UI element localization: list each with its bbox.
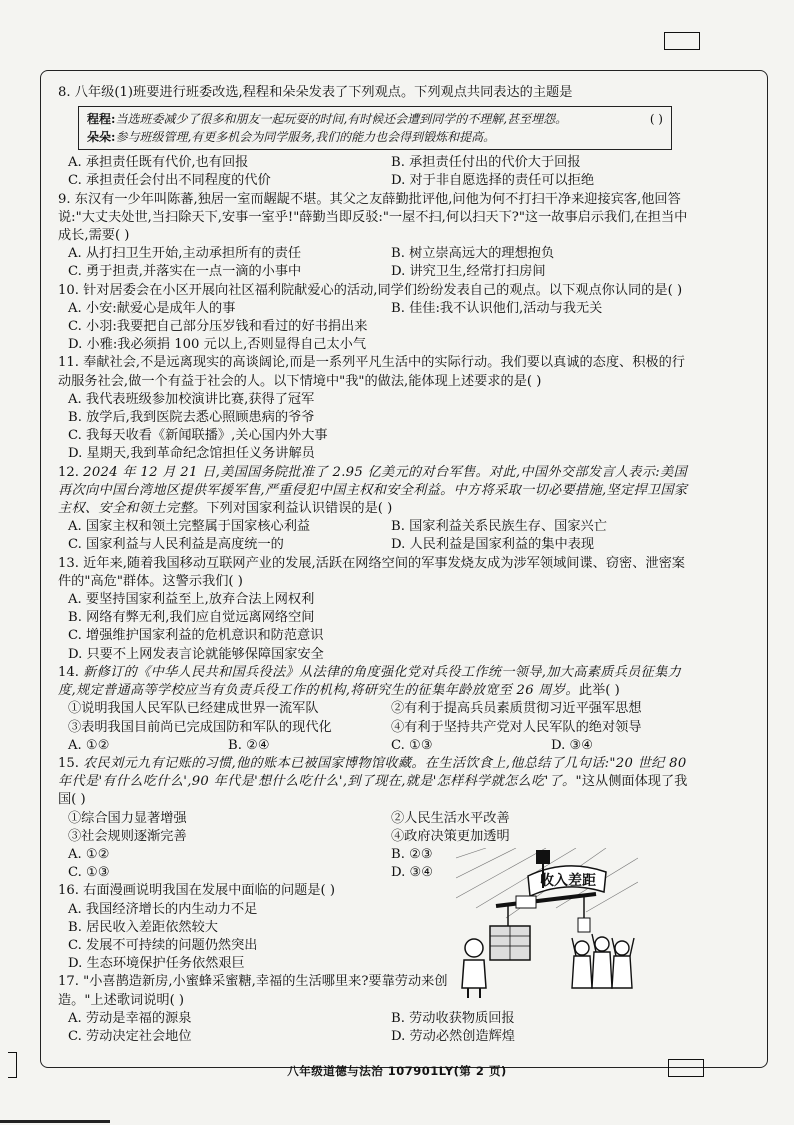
option-c: C. ①③ [391,737,433,753]
option-d: D. 星期天,我到革命纪念馆担任义务讲解员 [68,446,315,462]
question-13-options [58,591,698,664]
opinion-duoduo: 朵朵:参与班级管理,有更多机会为同学服务,我们的能力也会得到锻炼和提高。 [87,130,496,145]
option-d: D. 小雅:我必须捐 100 元以上,否则显得自己太小气 [68,337,367,353]
question-10-options [58,300,698,318]
question-8-options [58,154,698,190]
question-17-stem: 17. "小喜鹊造新房,小蜜蜂采蜜糖,幸福的生活哪里来?要靠劳动来创造。"上述歌词说明( ) [58,974,448,1008]
question-11-options [58,391,698,464]
statement-4: ④政府决策更加透明 [391,828,510,844]
option-d: D. 对于非自愿选择的责任可以拒绝 [391,173,595,189]
question-9-stem: 9. 东汉有一少年叫陈蕃,独居一室而龌龊不堪。其父之友薛勤批评他,问他为何不打扫干净来迎接宾客,他回答说:"大丈夫处世,当扫除天下,安事一室乎!"薛勤当即反驳:"一屋不扫,何以扫天下?"这一故事启示我们,在担当中成长,需要( ) [58,191,688,244]
score-box-top [664,32,700,50]
question-14-statements [58,700,698,736]
statement-1: ①综合国力显著增强 [68,810,187,826]
option-a: A. 小安:献爱心是成年人的事 [68,300,236,316]
option-c: C. 小羽:我要把自己部分压岁钱和看过的好书捐出来 [68,319,368,335]
option-c: C. 国家利益与人民利益是高度统一的 [68,537,284,553]
statement-2: ②人民生活水平改善 [391,810,510,826]
question-10-options-long [58,318,698,354]
option-b: B. ②④ [228,737,270,753]
option-b: B. ②③ [391,846,433,862]
question-8-stem: 8. 八年级(1)班要进行班委改选,程程和朵朵发表了下列观点。下列观点共同表达的主题是 [58,85,573,100]
option-c: C. 发展不可持续的问题仍然突出 [68,937,258,953]
option-a: A. ①② [68,846,110,862]
option-a: A. 从打扫卫生开始,主动承担所有的责任 [68,246,302,262]
option-d: D. 只要不上网发表言论就能够保障国家安全 [68,646,324,662]
option-c: C. 劳动决定社会地位 [68,1028,192,1044]
option-c: C. 增强维护国家利益的危机意识和防范意识 [68,628,324,644]
option-d: D. 生态环境保护任务依然艰巨 [68,956,245,972]
question-9-options [58,245,698,281]
statement-2: ②有利于提高兵员素质贯彻习近平强军思想 [391,701,642,717]
question-16 [58,882,458,973]
option-b: B. 居民收入差距依然较大 [68,919,218,935]
option-a: A. 我国经济增长的内生动力不足 [68,901,258,917]
question-14-options [58,737,698,755]
option-b: B. 劳动收获物质回报 [391,1010,515,1026]
question-12 [58,464,698,555]
svg-text:收入差距: 收入差距 [540,873,596,889]
statement-4: ④有利于坚持共产党对人民军队的绝对领导 [391,719,642,735]
opinion-chengcheng: 程程:当选班委减少了很多和朋友一起玩耍的时间,有时候还会遭到同学的不理解,甚至埋怨。 ( ) [87,112,663,127]
option-b: B. 国家利益关系民族生存、国家兴亡 [391,519,607,535]
option-a: A. 我代表班级参加校演讲比赛,获得了冠军 [68,391,315,407]
option-a: A. ①② [68,737,110,753]
question-11 [58,354,698,463]
question-13 [58,555,698,664]
question-9 [58,191,698,282]
question-13-stem: 13. 近年来,随着我国移动互联网产业的发展,活跃在网络空间的军事发烧友成为涉军领域间谍、窃密、泄密案件的"高危"群体。这警示我们( ) [58,555,685,589]
statement-3: ③社会规则逐渐完善 [68,828,187,844]
statement-1: ①说明我国人民军队已经建成世界一流军队 [68,701,319,717]
opinion-box [78,106,672,150]
question-14-stem: 14. 新修订的《中华人民共和国兵役法》从法律的角度强化党对兵役工作统一领导,加大高素质兵员征集力度,规定普通高等学校应当有负责兵役工作的机构,将研究生的征集年龄放宽至 26 周岁。此举( ) [58,664,682,699]
question-8 [58,84,698,191]
option-c: C. 我每天收看《新闻联播》,关心国内外大事 [68,428,328,444]
option-d: D. ③④ [551,737,594,753]
option-b: B. 树立崇高远大的理想抱负 [391,246,555,262]
option-a: A. 承担责任既有代价,也有回报 [68,155,249,171]
question-15-stem: 15. 农民刘元九有记账的习惯,他的账本已被国家博物馆收藏。在生活饮食上,他总结了几句话:"20 世纪 80 年代是'有什么吃什么',90 年代是'想什么吃什么',到了现在,就是'怎样科学就怎么吃'了。"这从侧面体现了我国( ) [58,755,688,808]
option-b: B. 佳佳:我不认识他们,活动与我无关 [391,300,603,316]
question-16-options [58,901,458,974]
question-10 [58,282,698,355]
option-a: A. 劳动是幸福的源泉 [68,1010,192,1026]
option-a: A. 国家主权和领土完整属于国家核心利益 [68,519,311,535]
option-b: B. 放学后,我到医院去悉心照顾患病的爷爷 [68,410,315,426]
question-14 [58,664,698,755]
option-b: B. 承担责任付出的代价大于回报 [391,155,581,171]
option-d: D. 讲究卫生,经常打扫房间 [391,264,546,280]
page-footer: 八年级道德与法治 107901LY(第 2 页) [287,1064,507,1078]
option-c: C. ①③ [68,865,110,881]
option-c: C. 勇于担责,并落实在一点一滴的小事中 [68,264,302,280]
question-10-stem: 10. 针对居委会在小区开展向社区福利院献爱心的活动,同学们纷纷发表自己的观点。以下观点你认同的是( ) [58,282,683,298]
bottom-rule [0,1120,110,1123]
question-17-options [58,1010,698,1046]
option-d: D. 人民利益是国家利益的集中表现 [391,537,595,553]
question-11-stem: 11. 奉献社会,不是远离现实的高谈阔论,而是一系列平凡生活中的实际行动。我们要以真诚的态度、积极的行动服务社会,做一个有益于社会的人。以下情境中"我"的做法,能体现上述要求的是( ) [58,355,685,389]
question-16-stem: 16. 右面漫画说明我国在发展中面临的问题是( ) [58,883,336,899]
question-12-options [58,518,698,554]
statement-3: ③表明我国目前尚已完成国防和军队的现代化 [68,719,332,735]
option-a: A. 要坚持国家利益至上,放弃合法上网权利 [68,592,315,608]
option-d: D. 劳动必然创造辉煌 [391,1028,515,1044]
option-c: C. 承担责任会付出不同程度的代价 [68,173,271,189]
income-gap-cartoon [456,848,638,1000]
question-15-statements [58,810,698,846]
question-12-stem: 12. 2024 年 12 月 21 日,美国国务院批准了 2.95 亿美元的对台军售。对此,中国外交部发言人表示:美国再次向中国台湾地区提供军援军售,严重侵犯中国主权和安全利益。中方将采取一切必要措施,坚定捍卫国家主权、安全和领土完整。下列对国家利益认识错误的是( ) [58,464,688,517]
option-b: B. 网络有弊无利,我们应自觉远离网络空间 [68,610,315,626]
option-d: D. ③④ [391,865,434,881]
